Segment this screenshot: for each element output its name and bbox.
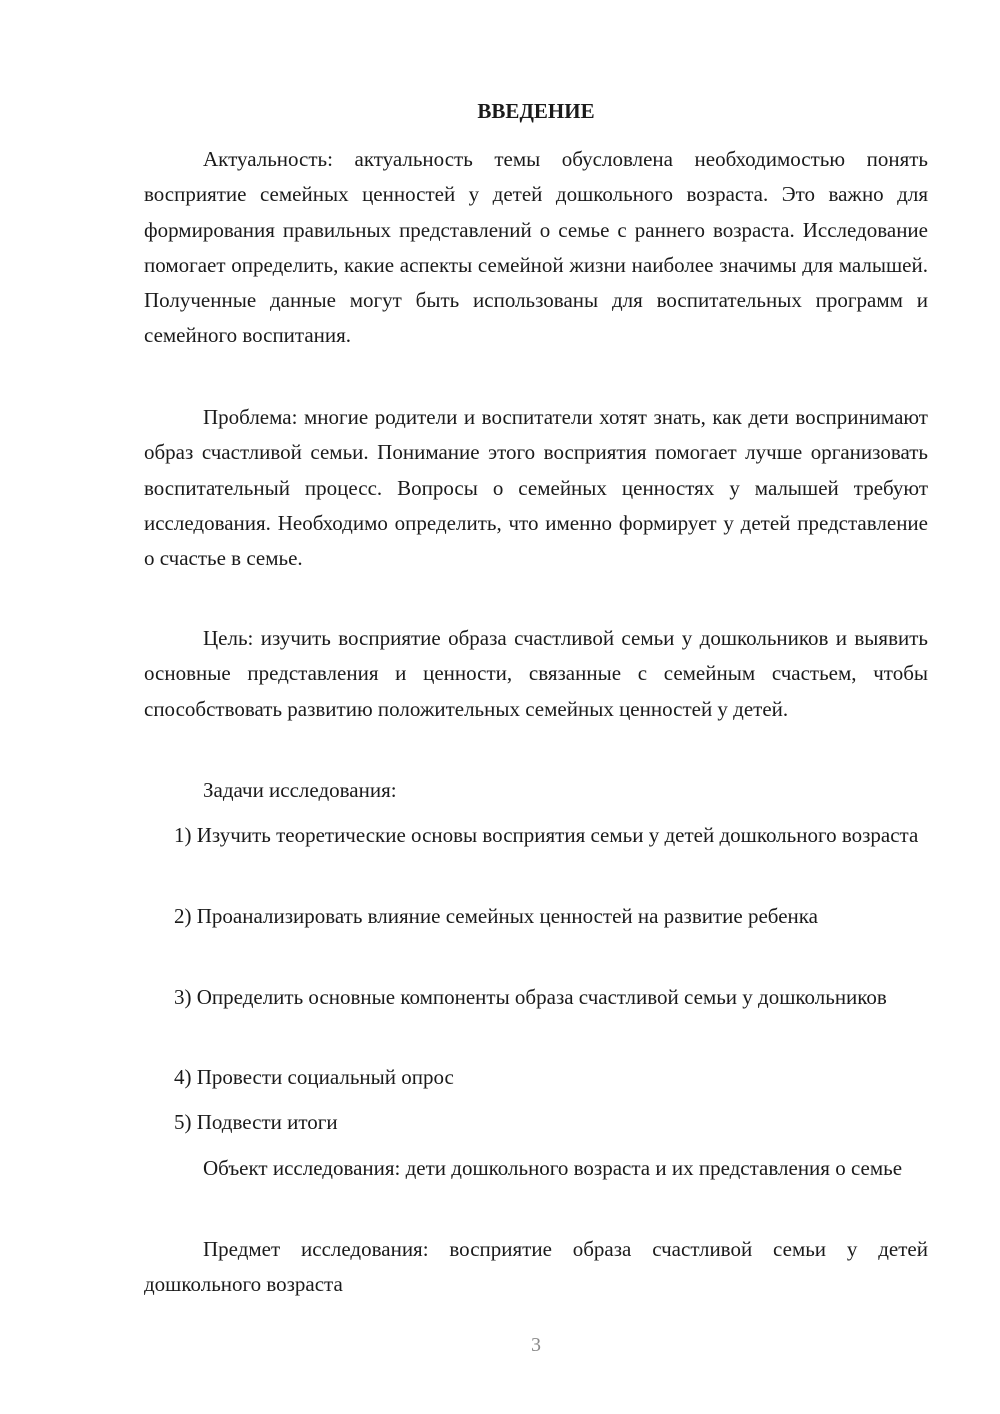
tasks-heading: Задачи исследования: (203, 778, 397, 802)
tasks-heading-block (144, 773, 928, 808)
task-item: 1) Изучить теоретические основы восприятия семьи у детей дошкольного возраста (174, 823, 919, 847)
object-block (144, 1151, 928, 1186)
task-item-2-block (144, 899, 928, 934)
task-item-1-block (144, 818, 928, 853)
goal-paragraph: Цель: изучить восприятие образа счастливой семьи у дошкольников и выявить основные представления и ценности, связанные с семейным счастьем, чтобы способствовать развитию положительных семейных ценностей у детей. (144, 626, 928, 721)
subject-paragraph: Предмет исследования: восприятие образа счастливой семьи у детей дошкольного возраста (144, 1237, 928, 1297)
task-item-4-block (144, 1060, 928, 1095)
task-item: 4) Провести социальный опрос (174, 1065, 454, 1089)
subject-block (144, 1232, 928, 1303)
task-item: 2) Проанализировать влияние семейных ценностей на развитие ребенка (174, 904, 818, 928)
task-item: 5) Подвести итоги (174, 1110, 338, 1134)
relevance-paragraph: Актуальность: актуальность темы обусловлена необходимостью понять восприятие семейных ценностей у детей дошкольного возраста. Это важно для формирования правильных представлений о семье с раннего возраста. Исследование помогает определить, какие аспекты семейной жизни наиболее значимы для малышей. Полученные данные могут быть использованы для воспитательных программ и семейного воспитания. (144, 147, 928, 348)
problem-paragraph: Проблема: многие родители и воспитатели хотят знать, как дети воспринимают образ счастливой семьи. Понимание этого восприятия помогает лучше организовать воспитательный процесс. Вопросы о семейных ценностях у малышей требуют исследования. Необходимо определить, что именно формирует у детей представление о счастье в семье. (144, 405, 928, 571)
object-paragraph: Объект исследования: дети дошкольного возраста и их представления о семье (203, 1156, 903, 1180)
page-title: ВВЕДЕНИЕ (477, 99, 595, 123)
problem-block (144, 400, 928, 576)
page-number: 3 (531, 1334, 541, 1356)
task-item: 3) Определить основные компоненты образа счастливой семьи у дошкольников (174, 985, 887, 1009)
task-item-5-block (144, 1105, 928, 1140)
relevance-block (144, 142, 928, 354)
goal-block (144, 621, 928, 727)
task-item-3-block (144, 980, 928, 1015)
